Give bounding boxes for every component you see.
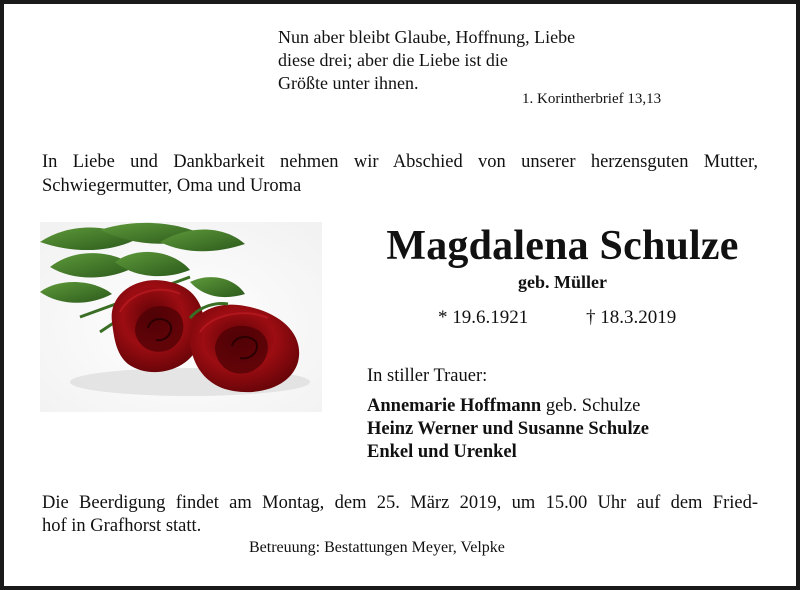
mourner-name: Heinz Werner und Susanne Schulze <box>367 419 650 439</box>
verse-reference: 1. Korintherbrief 13,13 <box>522 91 662 107</box>
deceased-name: Magdalena Schulze <box>386 223 739 269</box>
mourner-name: Annemarie Hoffmann <box>367 396 542 416</box>
mourner-suffix: geb. Schulze <box>541 396 641 416</box>
mourning-label: In stiller Trauer: <box>367 366 488 386</box>
roses-image <box>40 222 322 412</box>
intro-line: Schwiegermutter, Oma und Uroma <box>42 176 302 196</box>
verse-line: Größte unter ihnen. <box>278 73 419 93</box>
verse-line: Nun aber bleibt Glaube, Hoffnung, Liebe <box>278 27 576 47</box>
mourner-entry <box>367 441 649 464</box>
funeral-line: Die Beerdigung findet am Montag, dem 25. März 2019, um 15.00 Uhr auf dem Fried- <box>42 493 758 513</box>
death-date: † 18.3.2019 <box>586 307 677 328</box>
bible-verse <box>278 26 575 95</box>
maiden-name: geb. Müller <box>518 272 607 292</box>
birth-date: * 19.6.1921 <box>438 307 529 328</box>
intro-text <box>42 150 758 198</box>
intro-line: In Liebe und Dankbarkeit nehmen wir Abschied von unserer herzensguten Mutter, <box>42 152 758 172</box>
mourner-name: Enkel und Urenkel <box>367 442 517 462</box>
verse-line: diese drei; aber die Liebe ist die <box>278 50 508 70</box>
funeral-info <box>42 492 758 538</box>
undertaker-credit: Betreuung: Bestattungen Meyer, Velpke <box>249 539 505 556</box>
mourner-entry <box>367 395 649 418</box>
mourner-entry <box>367 418 649 441</box>
mourner-list <box>367 395 649 464</box>
funeral-line: hof in Grafhorst statt. <box>42 516 202 536</box>
